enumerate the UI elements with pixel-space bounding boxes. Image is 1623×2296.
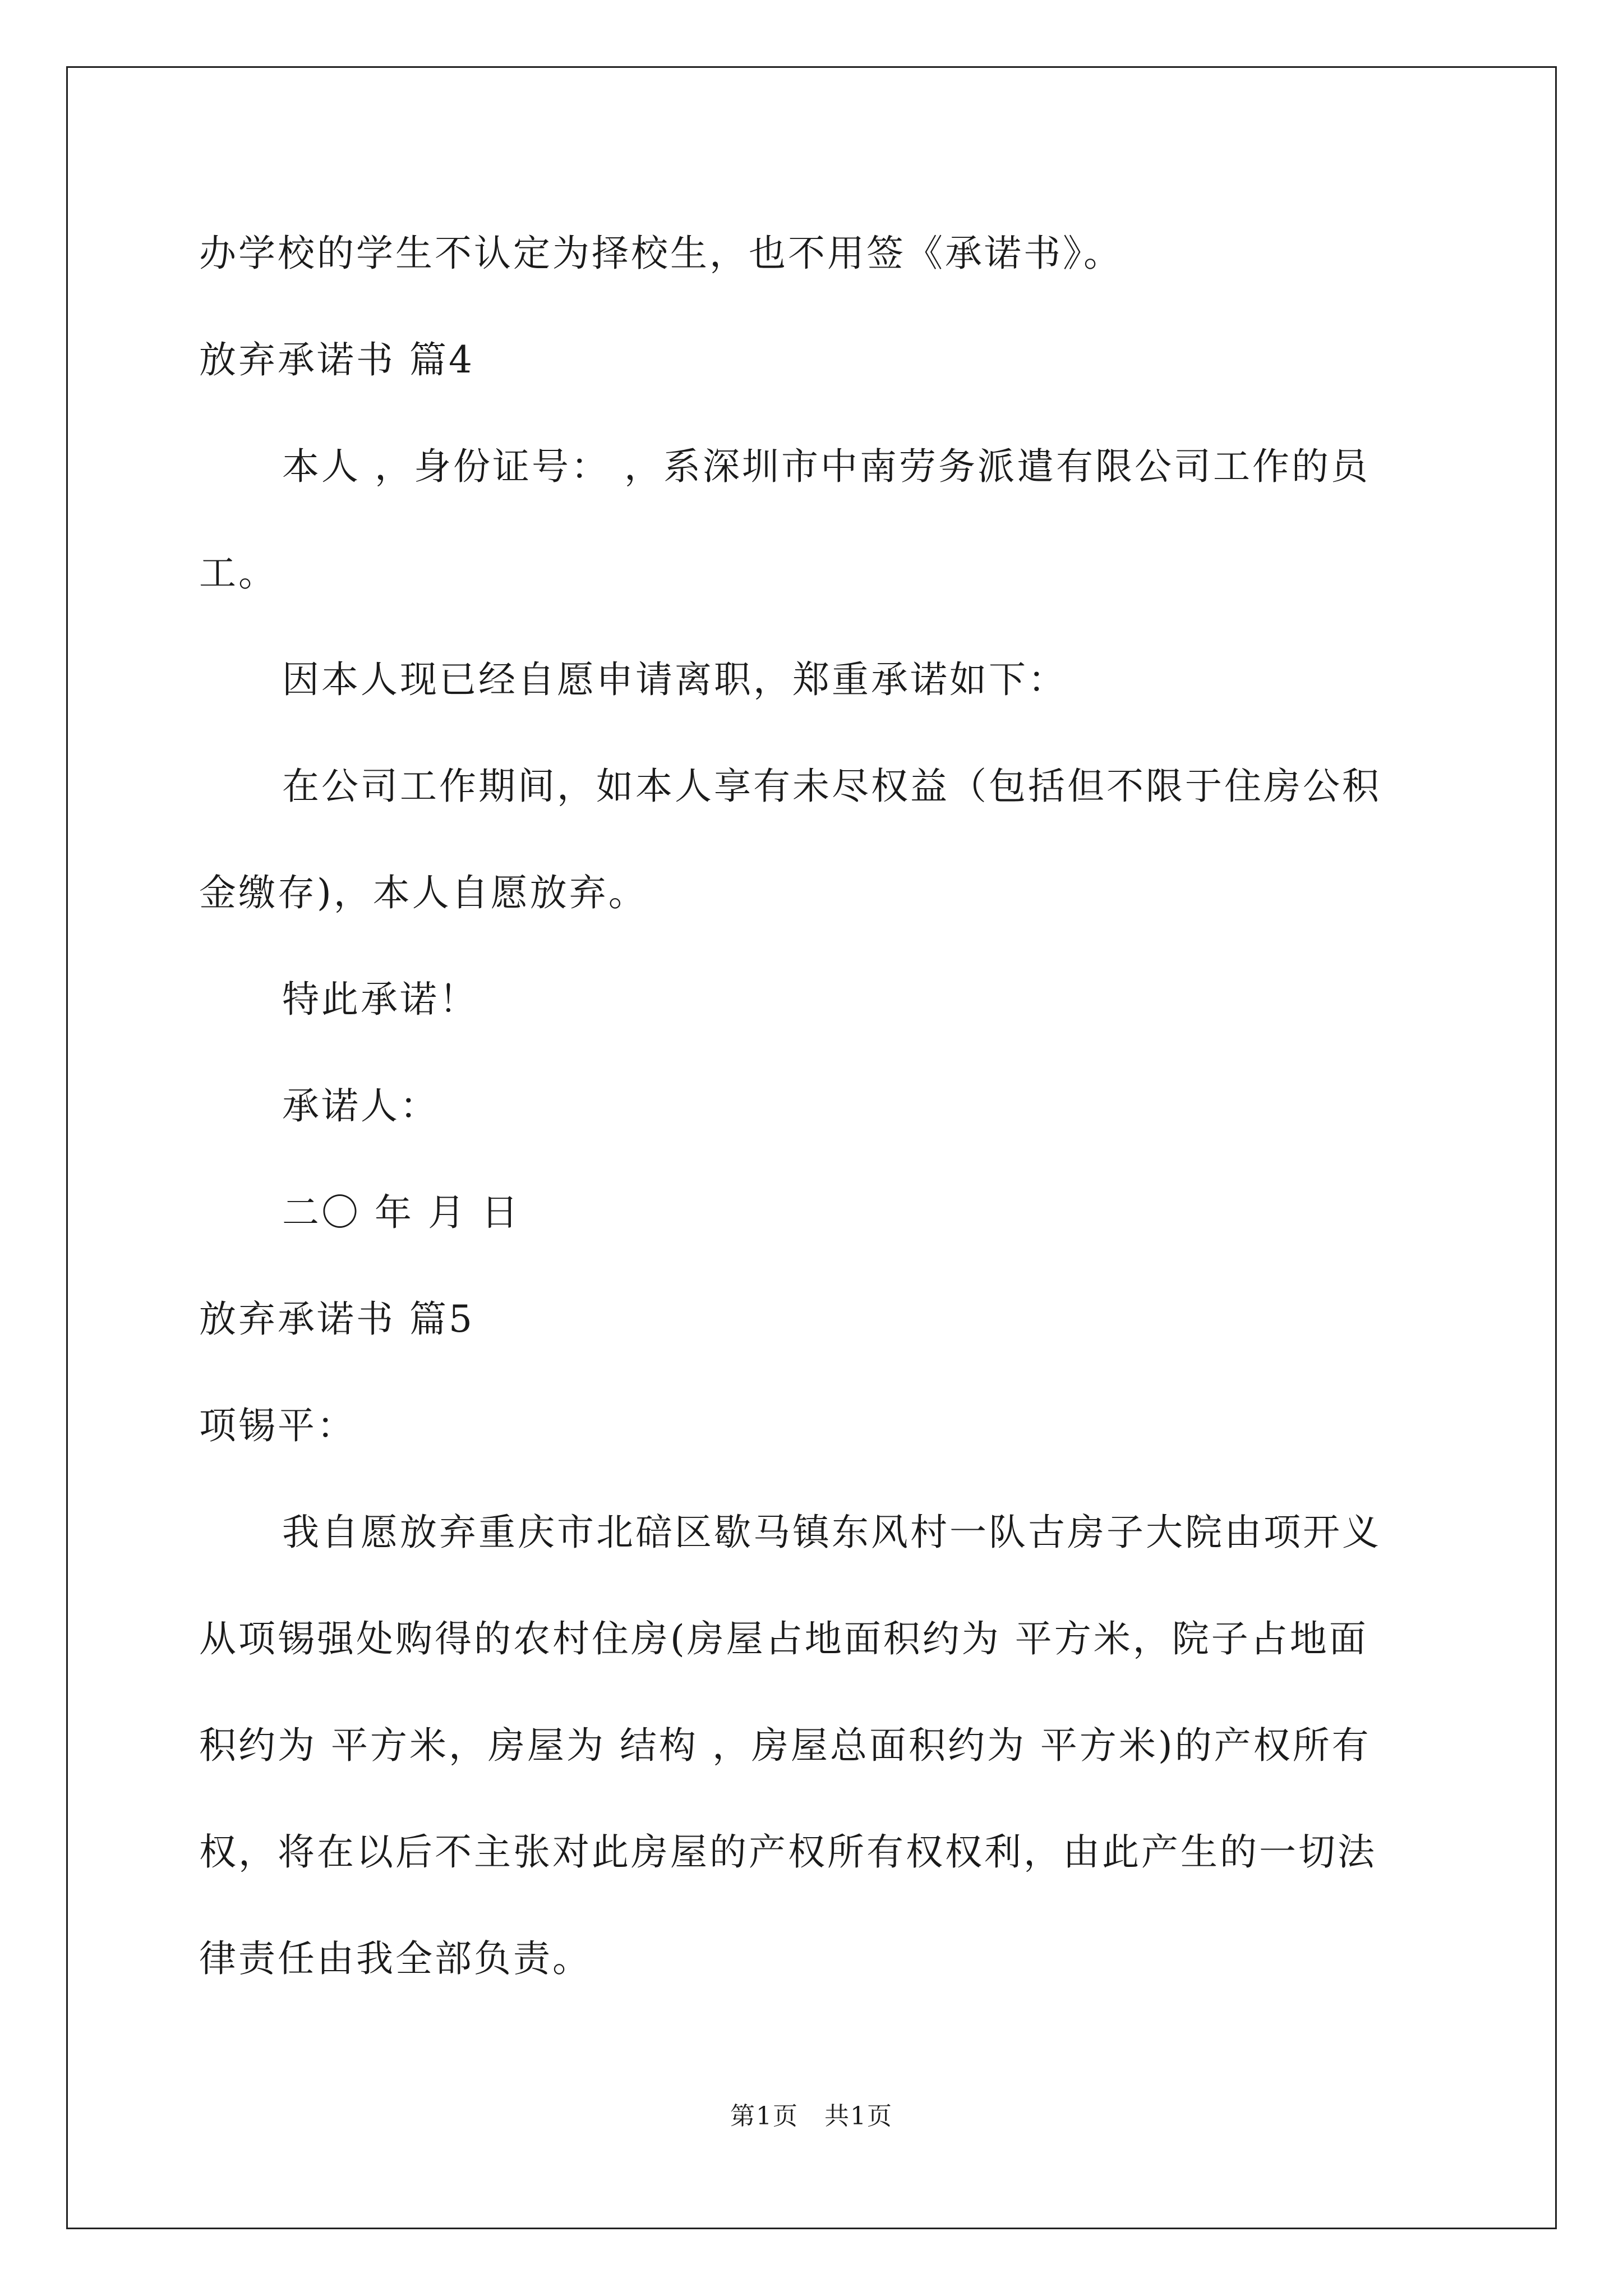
paragraph-line: 我自愿放弃重庆市北碚区歇马镇东风村一队古房子大院由项开义: [282, 1511, 1381, 1554]
section-heading-5: 放弃承诺书 篇5: [199, 1297, 474, 1341]
paragraph-line: 特此承诺！: [282, 978, 478, 1021]
paragraph-line: 律责任由我全部负责。: [199, 1937, 592, 1980]
page-number-footer: 第1页 共1页: [730, 2102, 893, 2131]
paragraph-line: 工。: [199, 551, 278, 595]
page-border: [66, 66, 1557, 2229]
salutation: 项锡平：: [199, 1404, 356, 1447]
paragraph-line: 从项锡强处购得的农村住房(房屋占地面积约为 平方米，院子占地面: [199, 1617, 1368, 1660]
paragraph-line: 本人 ，身份证号： ，系深圳市中南劳务派遣有限公司工作的员: [282, 445, 1370, 488]
paragraph-line: 在公司工作期间，如本人享有未尽权益（包括但不限于住房公积: [282, 765, 1381, 808]
section-heading-4: 放弃承诺书 篇4: [199, 338, 474, 381]
paragraph-line: 金缴存)，本人自愿放弃。: [199, 871, 648, 914]
signatory-label: 承诺人：: [282, 1084, 439, 1128]
date-line: 二〇 年 月 日: [282, 1191, 520, 1234]
paragraph-line: 办学校的学生不认定为择校生，也不用签《承诺书》。: [199, 232, 1123, 275]
paragraph-line: 权，将在以后不主张对此房屋的产权所有权权利，由此产生的一切法: [199, 1830, 1377, 1874]
paragraph-line: 积约为 平方米，房屋为 结构 ，房屋总面积约为 平方米)的产权所有: [199, 1724, 1371, 1767]
paragraph-line: 因本人现已经自愿申请离职，郑重承诺如下：: [282, 658, 1067, 701]
